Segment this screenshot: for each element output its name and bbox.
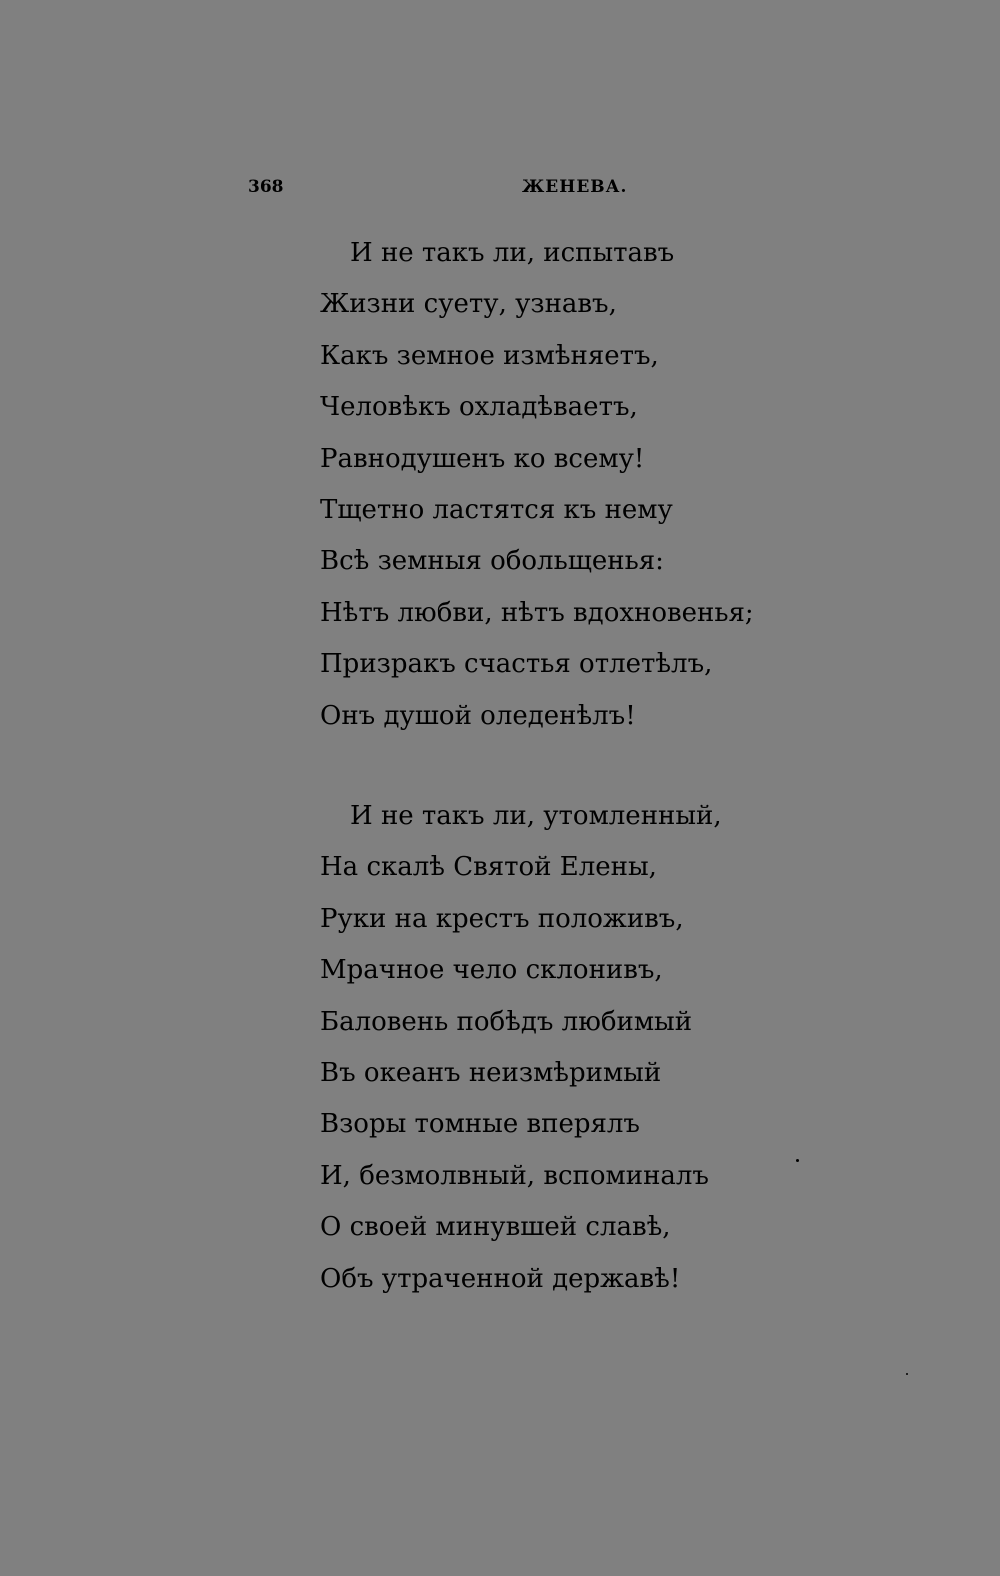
verse-line: Тщетно ластятся къ нему (320, 494, 673, 525)
verse-line: Баловень побѣдъ любимый (320, 1006, 693, 1037)
scan-speck (796, 1159, 799, 1162)
verse-line: Нѣтъ любви, нѣтъ вдохновенья; (320, 597, 754, 628)
verse-line: И, безмолвный, вспоминалъ (320, 1160, 709, 1191)
verse-line: И не такъ ли, испытавъ (350, 238, 675, 268)
running-title: ЖЕНЕВА. (522, 177, 628, 197)
verse-line: Объ утраченной державѣ! (320, 1263, 681, 1294)
verse-line: Въ океанъ неизмѣримый (320, 1057, 662, 1088)
verse-line: Человѣкъ охладѣваетъ, (320, 392, 638, 423)
stanza-2 (320, 797, 722, 1311)
verse-line: О своей минувшей славѣ, (320, 1212, 671, 1243)
verse-line: Равнодушенъ ко всему! (320, 443, 645, 474)
verse-line: Взоры томные вперялъ (320, 1109, 640, 1140)
verse-line: Онъ душой оледенѣлъ! (320, 700, 636, 731)
scan-speck (906, 1373, 908, 1375)
stanza-1 (320, 234, 754, 748)
verse-line: Какъ земное измѣняетъ, (320, 340, 659, 371)
verse-line: Жизни суету, узнавъ, (320, 289, 617, 320)
verse-line: Мрачное чело склонивъ, (320, 955, 663, 986)
verse-line: На скалѣ Святой Елены, (320, 852, 657, 883)
verse-line: Всѣ земныя обольщенья: (320, 546, 664, 577)
verse-line: И не такъ ли, утомленный, (350, 801, 722, 831)
verse-line: Руки на крестъ положивъ, (320, 903, 684, 934)
verse-line: Призракъ счастья отлетѣлъ, (320, 649, 713, 680)
page-number: 368 (248, 177, 284, 197)
